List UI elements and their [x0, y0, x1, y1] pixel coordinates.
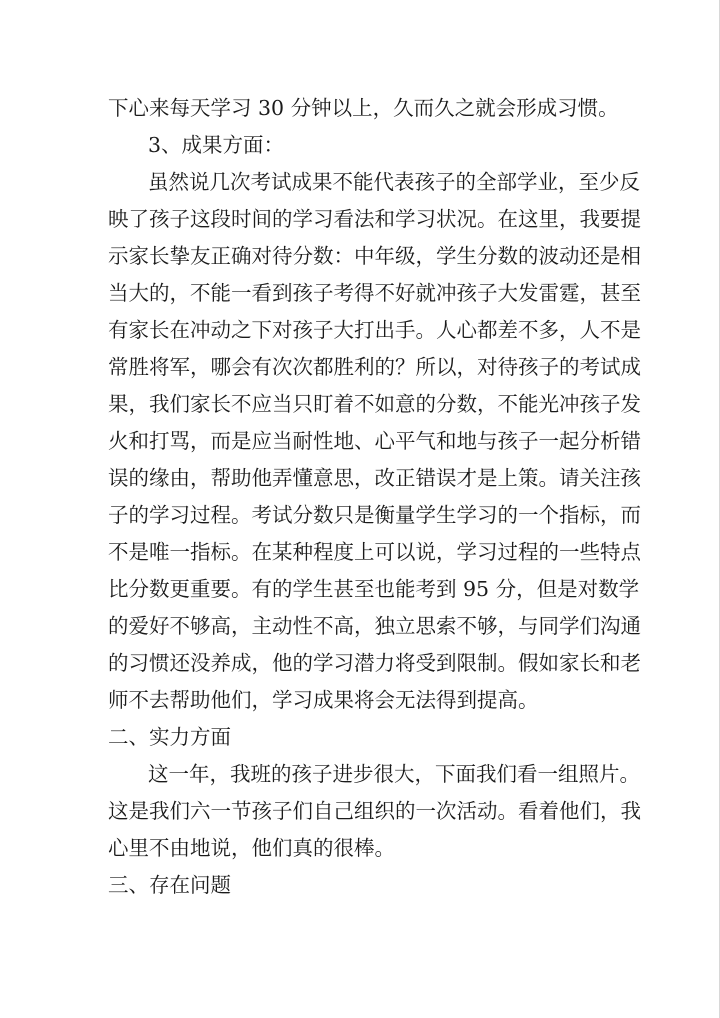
paragraph-line: 误的缘由，帮助他弄懂意思，改正错误才是上策。请关注孩: [108, 466, 641, 490]
paragraph-line: 心里不由地说，他们真的很棒。: [108, 836, 395, 860]
paragraph-line: 果，我们家长不应当只盯着不如意的分数，不能光冲孩子发: [108, 392, 641, 416]
paragraph-line: 比分数更重要。有的学生甚至也能考到 95 分，但是对数学: [108, 577, 640, 601]
paragraph-line: 火和打骂，而是应当耐性地、心平气和地与孩子一起分析错: [108, 429, 641, 453]
section-heading: 三、存在问题: [108, 873, 231, 897]
paragraph-line: 的习惯还没养成，他的学习潜力将受到限制。假如家长和老: [108, 651, 641, 675]
paragraph-line: 当大的，不能一看到孩子考得不好就冲孩子大发雷霆，甚至: [108, 281, 641, 305]
section-heading: 3、成果方面：: [148, 133, 285, 157]
paragraph-line: 虽然说几次考试成果不能代表孩子的全部学业，至少反: [148, 170, 640, 194]
paragraph-line: 这一年，我班的孩子进步很大，下面我们看一组照片。: [148, 762, 640, 786]
paragraph-line: 常胜将军，哪会有次次都胜利的？所以，对待孩子的考试成: [108, 355, 641, 379]
paragraph-line: 映了孩子这段时间的学习看法和学习状况。在这里，我要提: [108, 207, 641, 231]
paragraph-line: 的爱好不够高，主动性不高，独立思索不够，与同学们沟通: [108, 614, 641, 638]
paragraph-line: 师不去帮助他们，学习成果将会无法得到提高。: [108, 688, 539, 712]
paragraph-line: 不是唯一指标。在某种程度上可以说，学习过程的一些特点: [108, 540, 641, 564]
paragraph-line: 子的学习过程。考试分数只是衡量学生学习的一个指标，而: [108, 503, 641, 527]
document-body: [108, 90, 641, 904]
paragraph-line: 这是我们六一节孩子们自己组织的一次活动。看着他们，我: [108, 799, 641, 823]
paragraph-line: 示家长挚友正确对待分数：中年级，学生分数的波动还是相: [108, 244, 641, 268]
paragraph-line: 下心来每天学习 30 分钟以上，久而久之就会形成习惯。: [108, 96, 619, 120]
paragraph-line: 有家长在冲动之下对孩子大打出手。人心都差不多，人不是: [108, 318, 641, 342]
section-heading: 二、实力方面: [108, 725, 231, 749]
